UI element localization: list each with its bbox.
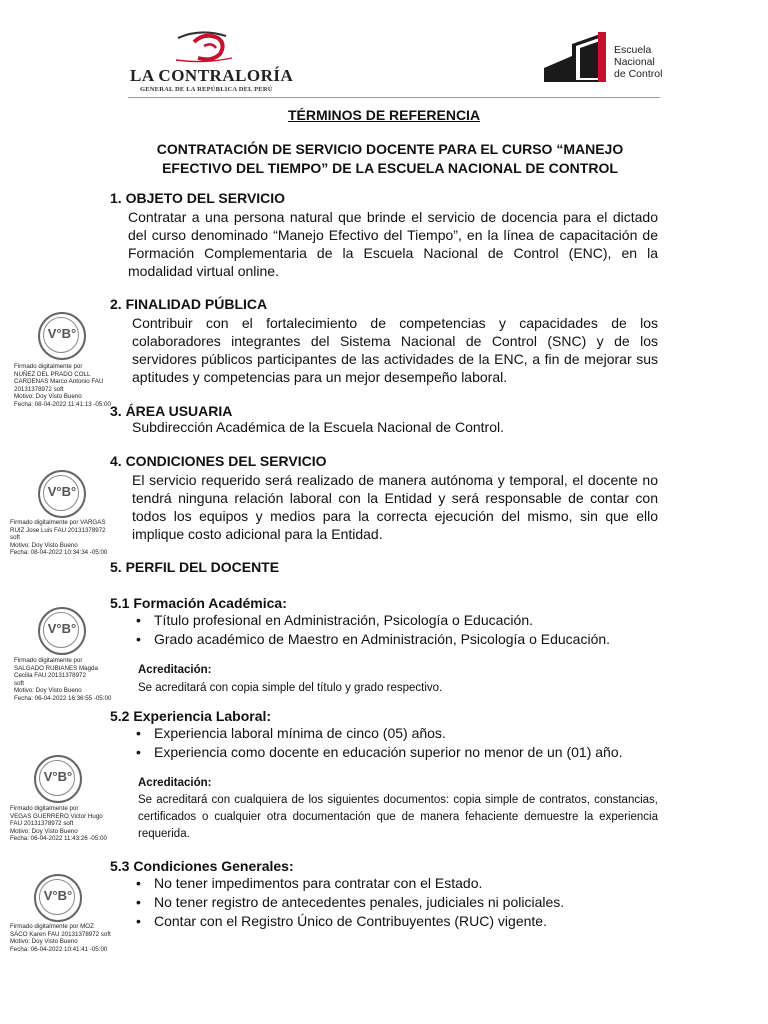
- section-5-heading: 5. PERFIL DEL DOCENTE: [110, 559, 280, 575]
- list-item-text: Título profesional en Administración, Psicología o Educación.: [154, 612, 533, 628]
- list-item: [134, 724, 664, 743]
- list-item-text: No tener impedimentos para contratar con el Estado.: [154, 875, 483, 891]
- vb-seal-icon: [38, 312, 86, 360]
- bullet-icon: •: [136, 744, 141, 760]
- section-5-3-heading: 5.3 Condiciones Generales:: [110, 858, 294, 874]
- section-4-body: El servicio requerido será realizado de manera autónoma y temporal, el docente no tendrá ninguna relación laboral con la Entidad y será responsable de contar con todos los equipos y medios para la correcta ejecución del mismo, sin que ello implique costo adicional para la Entidad.: [132, 472, 658, 542]
- list-item: [134, 630, 664, 649]
- section-5-2-heading: 5.2 Experiencia Laboral:: [110, 708, 272, 724]
- list-item: [134, 611, 664, 630]
- vb-seal-icon: [38, 470, 86, 518]
- signature-text: Firmado digitalmente por NUÑEZ DEL PRADO COLL CARDENAS Marco Antonio FAU 20131378972 soft Motivo: Doy Visto Bueno Fecha: 08-04-2022 11:41:13 -05:00: [14, 363, 111, 408]
- signature-text: Firmado digitalmente por SALGADO RUBIANES Magda Cecilia FAU 20131378972 soft Motivo: Doy Visto Bueno Fecha: 06-04-2022 16:36:55 -05:00: [14, 657, 112, 702]
- bullet-icon: •: [136, 913, 141, 929]
- section-3-body: Subdirección Académica de la Escuela Nacional de Control.: [132, 419, 504, 435]
- section-5-2-acreditacion-label: Acreditación:: [138, 777, 212, 789]
- section-3-heading: 3. ÁREA USUARIA: [110, 403, 233, 419]
- vb-mark: V°B°: [43, 769, 73, 784]
- vb-seal-icon: [38, 607, 86, 655]
- section-2-body: Contribuir con el fortalecimiento de competencias y capacidades de los colaboradores integrantes del Sistema Nacional de Control (SNC) y de los servidores públicos participantes de las actividades de la ENC, a fin de mejorar sus aptitudes y competencias para un mejor desempeño laboral.: [132, 315, 658, 385]
- list-item-text: Grado académico de Maestro en Administración, Psicología o Educación.: [154, 631, 611, 647]
- signature-text: Firmado digitalmente por MOZ SACO Karen FAU 20131378972 soft Motivo: Doy Visto Bueno Fecha: 06-04-2022 10:41:41 -05:00: [10, 923, 111, 953]
- section-2-heading: 2. FINALIDAD PÚBLICA: [110, 296, 268, 312]
- vb-mark: V°B°: [43, 888, 73, 903]
- section-5-2-acreditacion-body: Se acreditará con cualquiera de los siguientes documentos: copia simple de contratos, constancias, certificados o cualquier otra documentación que de manera fehaciente demuestre la experiencia requerida.: [138, 794, 658, 840]
- section-1-body: Contratar a una persona natural que brinde el servicio de docencia para el dictado del curso denominado “Manejo Efectivo del Tiempo”, en la línea de capacitación de Formación Complementaria de la Escuela Nacional de Control (ENC), en la modalidad virtual online.: [128, 209, 658, 279]
- list-item-text: Experiencia como docente en educación superior no menor de un (01) año.: [154, 744, 623, 760]
- list-item-text: Experiencia laboral mínima de cinco (05) años.: [154, 725, 446, 741]
- header-divider: [128, 97, 660, 98]
- vb-seal-icon: [34, 874, 82, 922]
- bullet-icon: •: [136, 894, 141, 910]
- list-item-text: Contar con el Registro Único de Contribuyentes (RUC) vigente.: [154, 913, 547, 929]
- section-1-heading: 1. OBJETO DEL SERVICIO: [110, 190, 286, 206]
- bullet-icon: •: [136, 631, 141, 647]
- section-4-heading: 4. CONDICIONES DEL SERVICIO: [110, 453, 327, 469]
- section-5-3-list: [134, 874, 664, 931]
- section-5-1-heading: 5.1 Formación Académica:: [110, 595, 287, 611]
- org-subtitle: GENERAL DE LA REPÚBLICA DEL PERÚ: [140, 86, 273, 93]
- vb-mark: V°B°: [47, 484, 77, 499]
- signature-text: Firmado digitalmente por VEGAS GUERRERO Victor Hugo FAU 20131378972 soft Motivo: Doy Visto Bueno Fecha: 06-04-2022 11:43:26 -05:00: [10, 805, 107, 842]
- document-subtitle: CONTRATACIÓN DE SERVICIO DOCENTE PARA EL CURSO “MANEJO EFECTIVO DEL TIEMPO” DE LA ESCUELA NACIONAL DE CONTROL: [156, 141, 624, 176]
- section-5-1-acreditacion-label: Acreditación:: [138, 664, 212, 676]
- enc-logo: [542, 30, 672, 86]
- vb-mark: V°B°: [47, 326, 77, 341]
- bullet-icon: •: [136, 725, 141, 741]
- enc-building-icon: [542, 30, 610, 84]
- section-5-2-list: [134, 724, 664, 762]
- list-item: [134, 912, 664, 931]
- section-5-1-acreditacion-body: Se acreditará con copia simple del título y grado respectivo.: [138, 682, 443, 694]
- list-item-text: No tener registro de antecedentes penales, judiciales ni policiales.: [154, 894, 565, 910]
- list-item: [134, 893, 664, 912]
- contraloria-logo: [128, 30, 294, 100]
- vb-seal-icon: [34, 755, 82, 803]
- vb-mark: V°B°: [47, 621, 77, 636]
- enc-name-line-1: Escuela: [614, 44, 652, 56]
- document-title: TÉRMINOS DE REFERENCIA: [287, 107, 481, 123]
- bullet-icon: •: [136, 875, 141, 891]
- list-item: [134, 743, 664, 762]
- enc-name-line-3: de Control: [614, 68, 663, 80]
- enc-name-line-2: Nacional: [614, 56, 655, 68]
- section-5-1-list: [134, 611, 664, 649]
- bullet-icon: •: [136, 612, 141, 628]
- org-name: LA CONTRALORÍA: [130, 66, 294, 85]
- enc-name: [614, 44, 662, 80]
- contraloria-emblem-icon: [174, 30, 234, 64]
- signature-text: Firmado digitalmente por VARGAS RUIZ Jose Luis FAU 20131378972 soft Motivo: Doy Visto Bueno Fecha: 08-04-2022 10:34:34 -05:00: [10, 519, 108, 556]
- list-item: [134, 874, 664, 893]
